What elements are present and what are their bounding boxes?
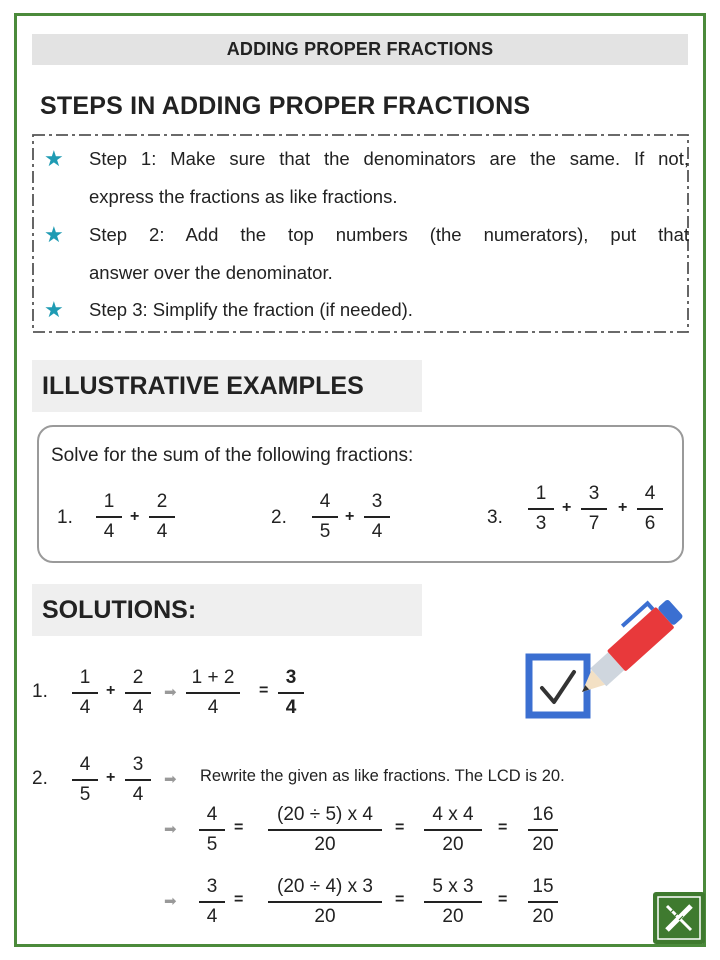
row-2-fraction-1: 3 4 [199,875,225,929]
arrow-icon: ➡ [164,893,177,910]
solution-2-label: 2. [32,768,48,789]
solution-1-fraction-b: 2 4 [125,666,151,720]
solution-2-note: Rewrite the given as like fractions. The LCD is 20. [200,767,565,785]
plus-sign: + [106,682,116,699]
example-3-label: 3. [487,507,503,528]
arrow-icon: ➡ [164,771,177,788]
steps-box [32,134,689,333]
solution-2-fraction-b: 3 4 [125,753,151,807]
plus-sign: + [345,508,355,525]
step-1-line-2: express the fractions as like fractions. [89,186,398,207]
equals-sign: = [234,891,244,908]
pencil-ruler-icon [653,892,705,944]
plus-sign: + [618,499,628,516]
steps-heading: STEPS IN ADDING PROPER FRACTIONS [40,92,531,120]
example-2-label: 2. [271,507,287,528]
star-icon: ★ [44,297,64,322]
solution-2-fraction-a: 4 5 [72,753,98,807]
step-1-line-1: Step 1: Make sure that the denominators are the same. If not, [89,148,689,169]
solution-1-result: 3 4 [278,666,304,720]
pencil-ruler-logo [653,892,705,944]
plus-sign: + [106,769,116,786]
row-1-fraction-4: 16 20 [528,803,558,857]
example-3-fraction-3: 4 6 [637,482,663,536]
row-1-fraction-3: 4 x 4 20 [424,803,482,857]
solution-1-fraction-a: 1 4 [72,666,98,720]
solutions-heading: SOLUTIONS: [32,584,422,636]
equals-sign: = [395,891,405,908]
example-1-fraction-1: 1 4 [96,490,122,544]
example-2-fraction-1: 4 5 [312,490,338,544]
row-2-fraction-2: (20 ÷ 4) x 3 20 [268,875,382,929]
row-2-fraction-4: 15 20 [528,875,558,929]
examples-heading: ILLUSTRATIVE EXAMPLES [32,360,422,412]
example-3-fraction-2: 3 7 [581,482,607,536]
star-icon: ★ [44,146,64,171]
example-2-fraction-2: 3 4 [364,490,390,544]
equals-sign: = [498,819,508,836]
pen-checkbox-icon [520,596,686,728]
equals-sign: = [259,682,269,699]
example-3-fraction-1: 1 3 [528,482,554,536]
plus-sign: + [562,499,572,516]
equals-sign: = [395,819,405,836]
step-3-line-1: Step 3: Simplify the fraction (if needed). [89,299,413,320]
star-icon: ★ [44,222,64,247]
examples-prompt: Solve for the sum of the following fractions: [51,445,414,466]
example-1-label: 1. [57,507,73,528]
example-1-fraction-2: 2 4 [149,490,175,544]
page-title: ADDING PROPER FRACTIONS [32,34,688,65]
row-1-fraction-1: 4 5 [199,803,225,857]
row-2-fraction-3: 5 x 3 20 [424,875,482,929]
row-1-fraction-2: (20 ÷ 5) x 4 20 [268,803,382,857]
plus-sign: + [130,508,140,525]
step-2-line-1: Step 2: Add the top numbers (the numerators), put that [89,224,689,245]
arrow-icon: ➡ [164,821,177,838]
solution-1-combined: 1 + 2 4 [186,666,240,720]
step-2-line-2: answer over the denominator. [89,262,333,283]
solution-1-label: 1. [32,681,48,702]
arrow-icon: ➡ [164,684,177,701]
equals-sign: = [498,891,508,908]
equals-sign: = [234,819,244,836]
